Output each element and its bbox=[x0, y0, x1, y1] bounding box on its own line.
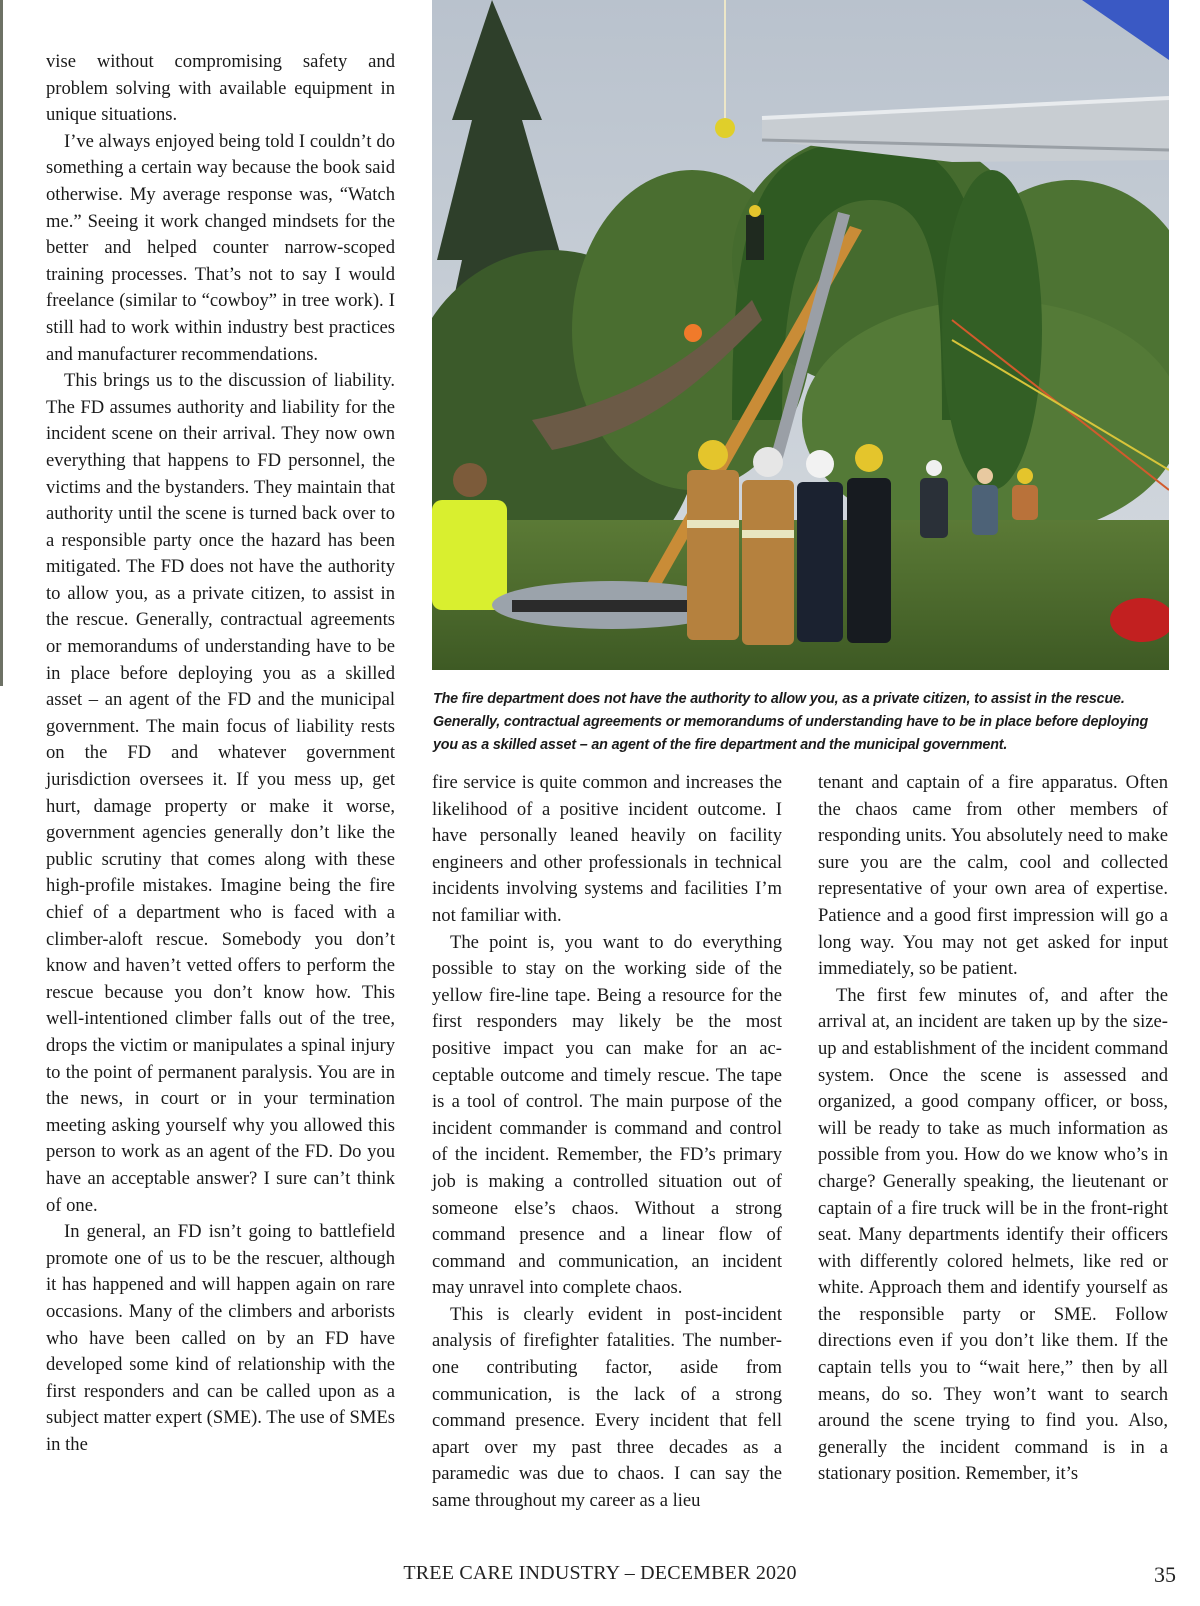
paragraph: This brings us to the discussion of liability. The FD assumes authority and liability for the incident scene on their arrival. They now own everything that happens to FD personnel, the victims and the bystanders. They maintain that authority until the scene is turned back over to a responsible party once the hazard has been mitigated. The FD does not have the authority to allow you, as a private citizen, to assist in the rescue. Generally, contractual agreements or memorandums of understanding have to be in place before deploying you as a skilled asset – an agent of the FD and the municipal government. The main focus of liability rests on the FD and whatever government jurisdiction oversees it. If you mess up, get hurt, damage property or make it worse, government agencies generally don’t like the public scrutiny that comes along with these high-profile mistakes. Imagine being the fire chief of a department who is faced with a climber-aloft rescue. Somebody you don’t know and haven’t vetted offers to perform the rescue because you don’t know how. This well-intentioned climber falls out of the tree, drops the victim or manipulates a spinal injury to the point of permanent paralysis. You are in the news, in court or in your termination meeting asking yourself why you allowed this person to work as an agent of the FD. Do you have an acceptable answer? I sure can’t think of one. bbox=[46, 370, 395, 1216]
previous-page-edge bbox=[0, 0, 3, 686]
paragraph: The first few minutes of, and after the arrival at, an incident are taken up by the size-up and establishment of the incident command system. Once the scene is assessed and organized, a good company officer, or boss, will be ready to take as much information as possible from you. How do we know who’s in charge? Generally speaking, the lieutenant or captain of a fire truck will be in the front-right seat. Many departments identify their officers with differently colored helmets, like red or white. Approach them and identify yourself as the responsible party or SME. Follow directions even if you don’t like them. If the captain tells you to “wait here,” then by all means, do so. They won’t want to search around the scene trying to find you. Also, generally the incident command is in a stationary position. Remember, it’s bbox=[818, 984, 1168, 1485]
paragraph: fire service is quite common and increases the likelihood of a positive incident outcome. I have personally leaned heavily on facility engineers and other professionals in technical incidents involving systems and facilities I’m not familiar with. bbox=[432, 772, 782, 926]
paragraph: The point is, you want to do everything possible to stay on the working side of the yellow fire-line tape. Being a resource for the first responders may likely be the most positive impact you can make for an acceptable outcome and timely rescue. The tape is a tool of control. The main purpose of the incident commander is command and control of the incident. Remember, the FD’s primary job is making a controlled situation out of someone else’s chaos. Without a strong command presence and a linear flow of command and communication, an incident may unravel into complete chaos. bbox=[432, 931, 782, 1299]
article-column-1 bbox=[46, 49, 395, 1458]
paragraph: This is clearly evident in post-incident analysis of firefighter fatalities. The number-one contributing factor, aside from communication, is the lack of a strong command presence. Every incident that fell apart over my past three decades as a paramedic was due to chaos. I can say the same throughout my career as a lieu bbox=[432, 1303, 782, 1512]
paragraph: In general, an FD isn’t going to battlefield promote one of us to be the rescuer, although it has happened and will happen again on rare occasions. Many of the climbers and arborists who have been called on by an FD have developed some kind of relationship with the first responders and can be called upon as a subject matter expert (SME). The use of SMEs in the bbox=[46, 1221, 395, 1455]
rescue-scene-photo bbox=[432, 0, 1169, 670]
article-column-2 bbox=[432, 770, 782, 1515]
footer-publication: TREE CARE INDUSTRY – DECEMBER 2020 bbox=[403, 1562, 797, 1584]
paragraph: tenant and captain of a fire apparatus. Often the chaos came from other members of responding units. You absolutely need to make sure you are the calm, cool and collected representative of your own area of expertise. Patience and a good first impression will go a long way. You may not get asked for input immediately, so be patient. bbox=[818, 772, 1168, 980]
paragraph: vise without compromising safety and problem solving with available equipment in unique situations. bbox=[46, 51, 395, 126]
page-number: 35 bbox=[1154, 1562, 1176, 1587]
photo-caption: The fire department does not have the authority to allow you, as a private citizen, to assist in the rescue. Generally, contractual agreements or memorandums of understanding have to be in place before deploying you as a skilled asset – an agent of the fire department and the municipal government. bbox=[433, 691, 1149, 753]
photo-illustration bbox=[432, 0, 1169, 670]
article-column-3 bbox=[818, 770, 1168, 1488]
paragraph: I’ve always enjoyed being told I couldn’t do something a certain way because the book said otherwise. My average response was, “Watch me.” Seeing it work changed mindsets for the better and helped counter narrow-scoped training processes. That’s not to say I would freelance (similar to “cowboy” in tree work). I still had to work within industry best practices and manufacturer recommendations. bbox=[46, 130, 395, 365]
